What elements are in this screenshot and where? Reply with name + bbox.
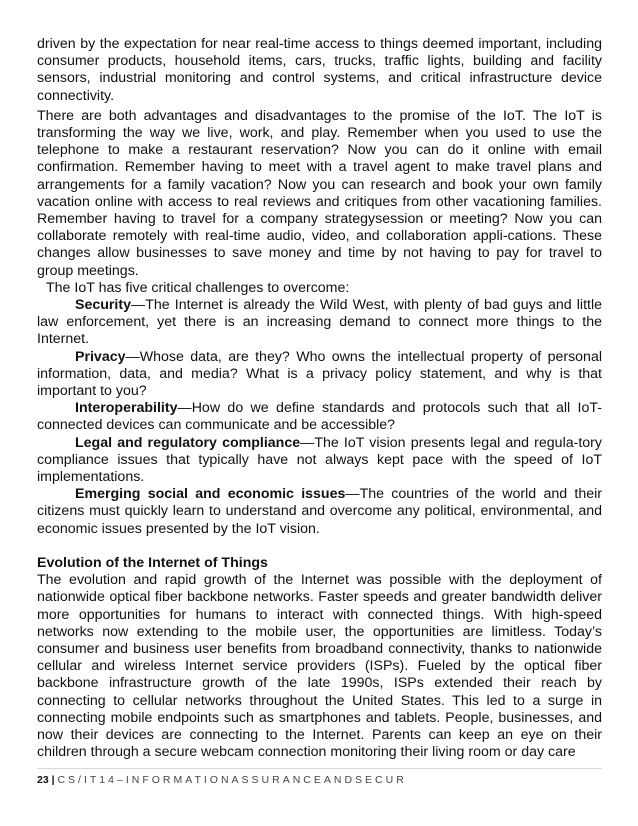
challenge-security — [37, 297, 602, 349]
paragraph-2: There are both advantages and disadvantages to the promise of the IoT. The IoT is transforming the way we live, work, and play. Remember when you used to use the telephone to make a restaurant reservation? Now you can do it online with email confirmation. Remember having to meet with a travel agent to make travel plans and arrangements for a family vacation? Now you can research and book your own family vacation online with access to real reviews and critiques from other vacationing families. Remember having to travel for a company strategysession or meeting? Now you can collaborate remotely with real-time audio, video, and collaboration appli-cations. These changes allow businesses to save money and time by not having to pay for travel to group meetings. — [37, 107, 602, 279]
challenge-social-economic — [37, 486, 602, 538]
paragraph-1: driven by the expectation for near real-time access to things deemed important, including consumer products, household items, cars, trucks, traffic lights, building and facility sensors, industrial monitoring and control systems, and critical infrastructure device connectivity. — [37, 36, 602, 104]
page-body — [37, 36, 602, 761]
challenge-term: Privacy — [75, 348, 126, 365]
challenge-text: —The countries of the world and their citizens must quickly learn to understand and overcome any political, environmental, and economic issues presented by the IoT vision. — [37, 486, 602, 537]
course-title: CS/IT14–INFORMATIONASSURANCEANDSECUR — [57, 774, 407, 786]
page-footer — [37, 768, 602, 787]
challenge-text: —The Internet is already the Wild West, with plenty of bad guys and little law enforcement, yet there is an increasing demand to connect more things to the Internet. — [37, 297, 602, 348]
challenge-privacy — [37, 349, 602, 401]
challenge-term: Security — [75, 297, 131, 314]
challenge-interoperability — [37, 400, 602, 434]
section-heading: Evolution of the Internet of Things — [37, 554, 268, 571]
challenge-term: Legal and regulatory compliance — [75, 434, 301, 451]
challenge-legal-compliance — [37, 435, 602, 487]
paragraph-evolution: The evolution and rapid growth of the Internet was possible with the deployment of nationwide optical fiber backbone networks. Faster speeds and greater bandwidth deliver more opportunities for humans to interact with connected things. With high-speed networks now extending to the mobile user, the opportunities are limitless. Today’s consumer and business user benefits from broadband connectivity, thanks to nationwide cellular and wireless Internet service providers (ISPs). Fueled by the optical fiber backbone infrastructure growth of the late 1990s, ISPs extended their reach by connecting to cellular networks throughout the United States. This led to a surge in connecting mobile endpoints such as smartphones and tablets. People, businesses, and now their devices are connecting to the Internet. Parents can keep an eye on their children through a secure webcam connection monitoring their living room or day care — [37, 572, 602, 761]
page-number: 23 | — [37, 774, 55, 786]
challenge-text: —The IoT vision presents legal and regula-tory compliance issues that typically have not always kept pace with the speed of IoT implementations. — [37, 434, 602, 486]
paragraph-challenges-intro: The IoT has five critical challenges to overcome: — [46, 279, 350, 296]
challenge-term: Emerging social and economic issues — [75, 486, 346, 503]
challenge-term: Interoperability — [75, 400, 178, 417]
challenge-text: —Whose data, are they? Who owns the intellectual property of personal information, data, and media? What is a privacy policy statement, and why is that important to you? — [37, 348, 602, 400]
challenge-text: —How do we define standards and protocols such that all IoT-connected devices can communicate and be accessible? — [37, 400, 602, 434]
